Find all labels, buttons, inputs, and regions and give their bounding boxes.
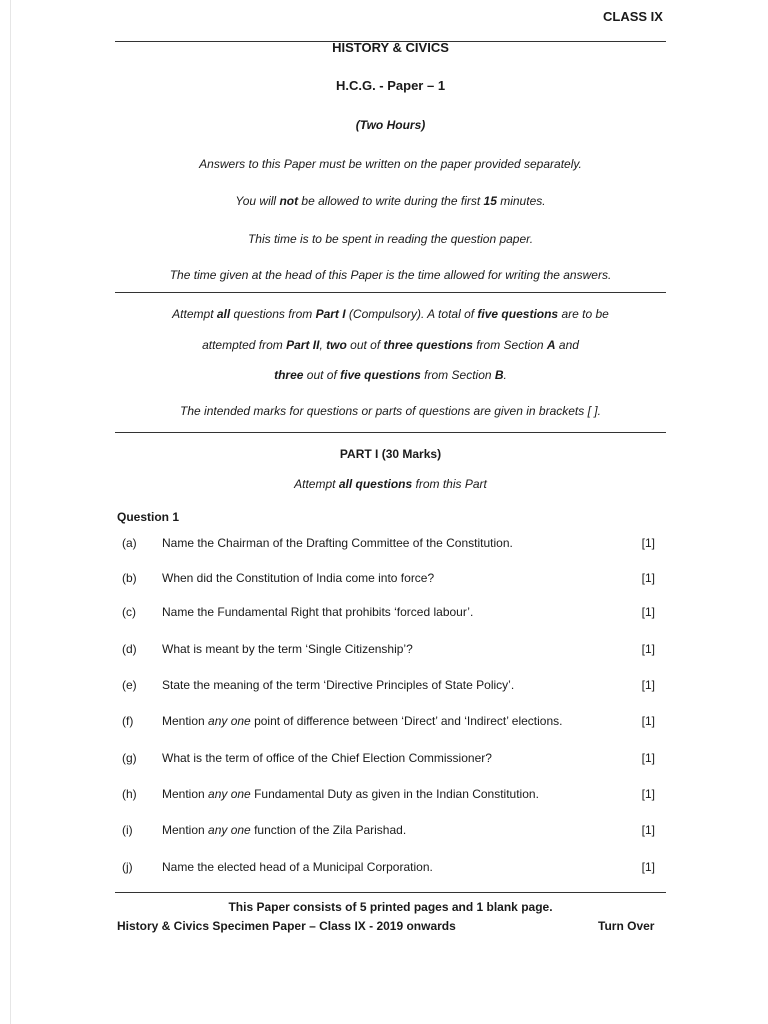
instruction-line-3: This time is to be spent in reading the question paper. xyxy=(247,232,534,246)
turn-over: Turn Over xyxy=(598,919,655,933)
question-item xyxy=(122,571,657,591)
question-item-marks: [1] xyxy=(641,714,655,728)
paper-title: H.C.G. - Paper – 1 xyxy=(335,78,446,93)
attempt-line-3: three out of five questions from Section B. xyxy=(274,368,507,382)
question-item xyxy=(122,605,657,625)
instruction-line-4: The time given at the head of this Paper is the time allowed for writing the answers. xyxy=(169,268,612,282)
question-item xyxy=(122,678,657,698)
attempt-line-1: Attempt all questions from Part I (Compulsory). A total of five questions are to be xyxy=(172,307,609,321)
question-item-marks: [1] xyxy=(641,536,655,550)
question-item-label: (g) xyxy=(122,751,137,765)
question-item-marks: [1] xyxy=(641,787,655,801)
part1-subtitle: Attempt all questions from this Part xyxy=(294,477,487,491)
question-item-text xyxy=(162,642,413,656)
question-item-label: (b) xyxy=(122,571,137,585)
question-item xyxy=(122,714,657,734)
question-item-text-pre: State the meaning of the term ‘Directive Principles of State Policy’. xyxy=(162,678,515,692)
question-item-label: (j) xyxy=(122,860,133,874)
class-label: CLASS IX xyxy=(603,9,663,24)
question-item-text-pre: What is the term of office of the Chief Election Commissioner? xyxy=(162,751,492,765)
question-item xyxy=(122,536,657,556)
page-edge xyxy=(10,0,11,1024)
question-item-text-pre: Name the Chairman of the Drafting Committee of the Constitution. xyxy=(162,536,513,550)
question-item-text xyxy=(162,678,514,692)
question-item-text-emphasis: any one xyxy=(208,787,251,801)
question-item-text xyxy=(162,714,562,728)
question-item-text xyxy=(162,823,406,837)
question-item-text xyxy=(162,536,513,550)
question-item-text xyxy=(162,860,433,874)
question-item-text-post: point of difference between ‘Direct’ and ‘Indirect’ elections. xyxy=(250,714,563,728)
question-item-label: (a) xyxy=(122,536,137,550)
question-item-label: (f) xyxy=(122,714,134,728)
question-item-marks: [1] xyxy=(641,860,655,874)
specimen-label: History & Civics Specimen Paper – Class IX - 2019 onwards xyxy=(117,919,456,933)
divider-attempt xyxy=(115,432,666,433)
question-item-label: (c) xyxy=(122,605,136,619)
question-item xyxy=(122,823,657,843)
attempt-line-2: attempted from Part II, two out of three questions from Section A and xyxy=(202,338,579,352)
question-item-label: (i) xyxy=(122,823,133,837)
question-item-marks: [1] xyxy=(641,571,655,585)
question-item xyxy=(122,751,657,771)
question-item-text-emphasis: any one xyxy=(208,823,251,837)
question-item-marks: [1] xyxy=(641,642,655,656)
part1-title: PART I (30 Marks) xyxy=(339,447,442,461)
question-item-text-pre: Mention xyxy=(162,787,209,801)
question-item-marks: [1] xyxy=(641,678,655,692)
attempt-line-4: The intended marks for questions or parts of questions are given in brackets [ ]. xyxy=(180,404,601,418)
question-item-text-pre: Mention xyxy=(162,823,209,837)
divider-footer xyxy=(115,892,666,893)
question-item xyxy=(122,642,657,662)
question-item-text-pre: What is meant by the term ‘Single Citizenship’? xyxy=(162,642,413,656)
question-item-text xyxy=(162,787,539,801)
question-item-text-pre: Name the elected head of a Municipal Corporation. xyxy=(162,860,433,874)
question-item-text-pre: Name the Fundamental Right that prohibits ‘forced labour’. xyxy=(162,605,474,619)
question-item-text-post: Fundamental Duty as given in the Indian Constitution. xyxy=(250,787,539,801)
question-item-marks: [1] xyxy=(641,751,655,765)
question-item-marks: [1] xyxy=(641,605,655,619)
question-item-text-emphasis: any one xyxy=(208,714,251,728)
duration: (Two Hours) xyxy=(355,118,426,132)
question-item-label: (e) xyxy=(122,678,137,692)
question-item-marks: [1] xyxy=(641,823,655,837)
question-item-label: (h) xyxy=(122,787,137,801)
subject-title: HISTORY & CIVICS xyxy=(332,40,449,55)
question-item-text xyxy=(162,571,434,585)
pages-note: This Paper consists of 5 printed pages and 1 blank page. xyxy=(228,900,553,914)
question-item-label: (d) xyxy=(122,642,137,656)
question-item-text xyxy=(162,751,492,765)
question-item xyxy=(122,860,657,880)
question-1-heading: Question 1 xyxy=(117,510,180,524)
instruction-line-1: Answers to this Paper must be written on the paper provided separately. xyxy=(199,157,582,171)
question-item xyxy=(122,787,657,807)
instruction-line-2: You will not be allowed to write during the first 15 minutes. xyxy=(235,194,546,208)
question-item-text-pre: When did the Constitution of India come into force? xyxy=(162,571,435,585)
question-item-text xyxy=(162,605,473,619)
divider-instructions xyxy=(115,292,666,293)
question-item-text-post: function of the Zila Parishad. xyxy=(250,823,407,837)
question-item-text-pre: Mention xyxy=(162,714,209,728)
